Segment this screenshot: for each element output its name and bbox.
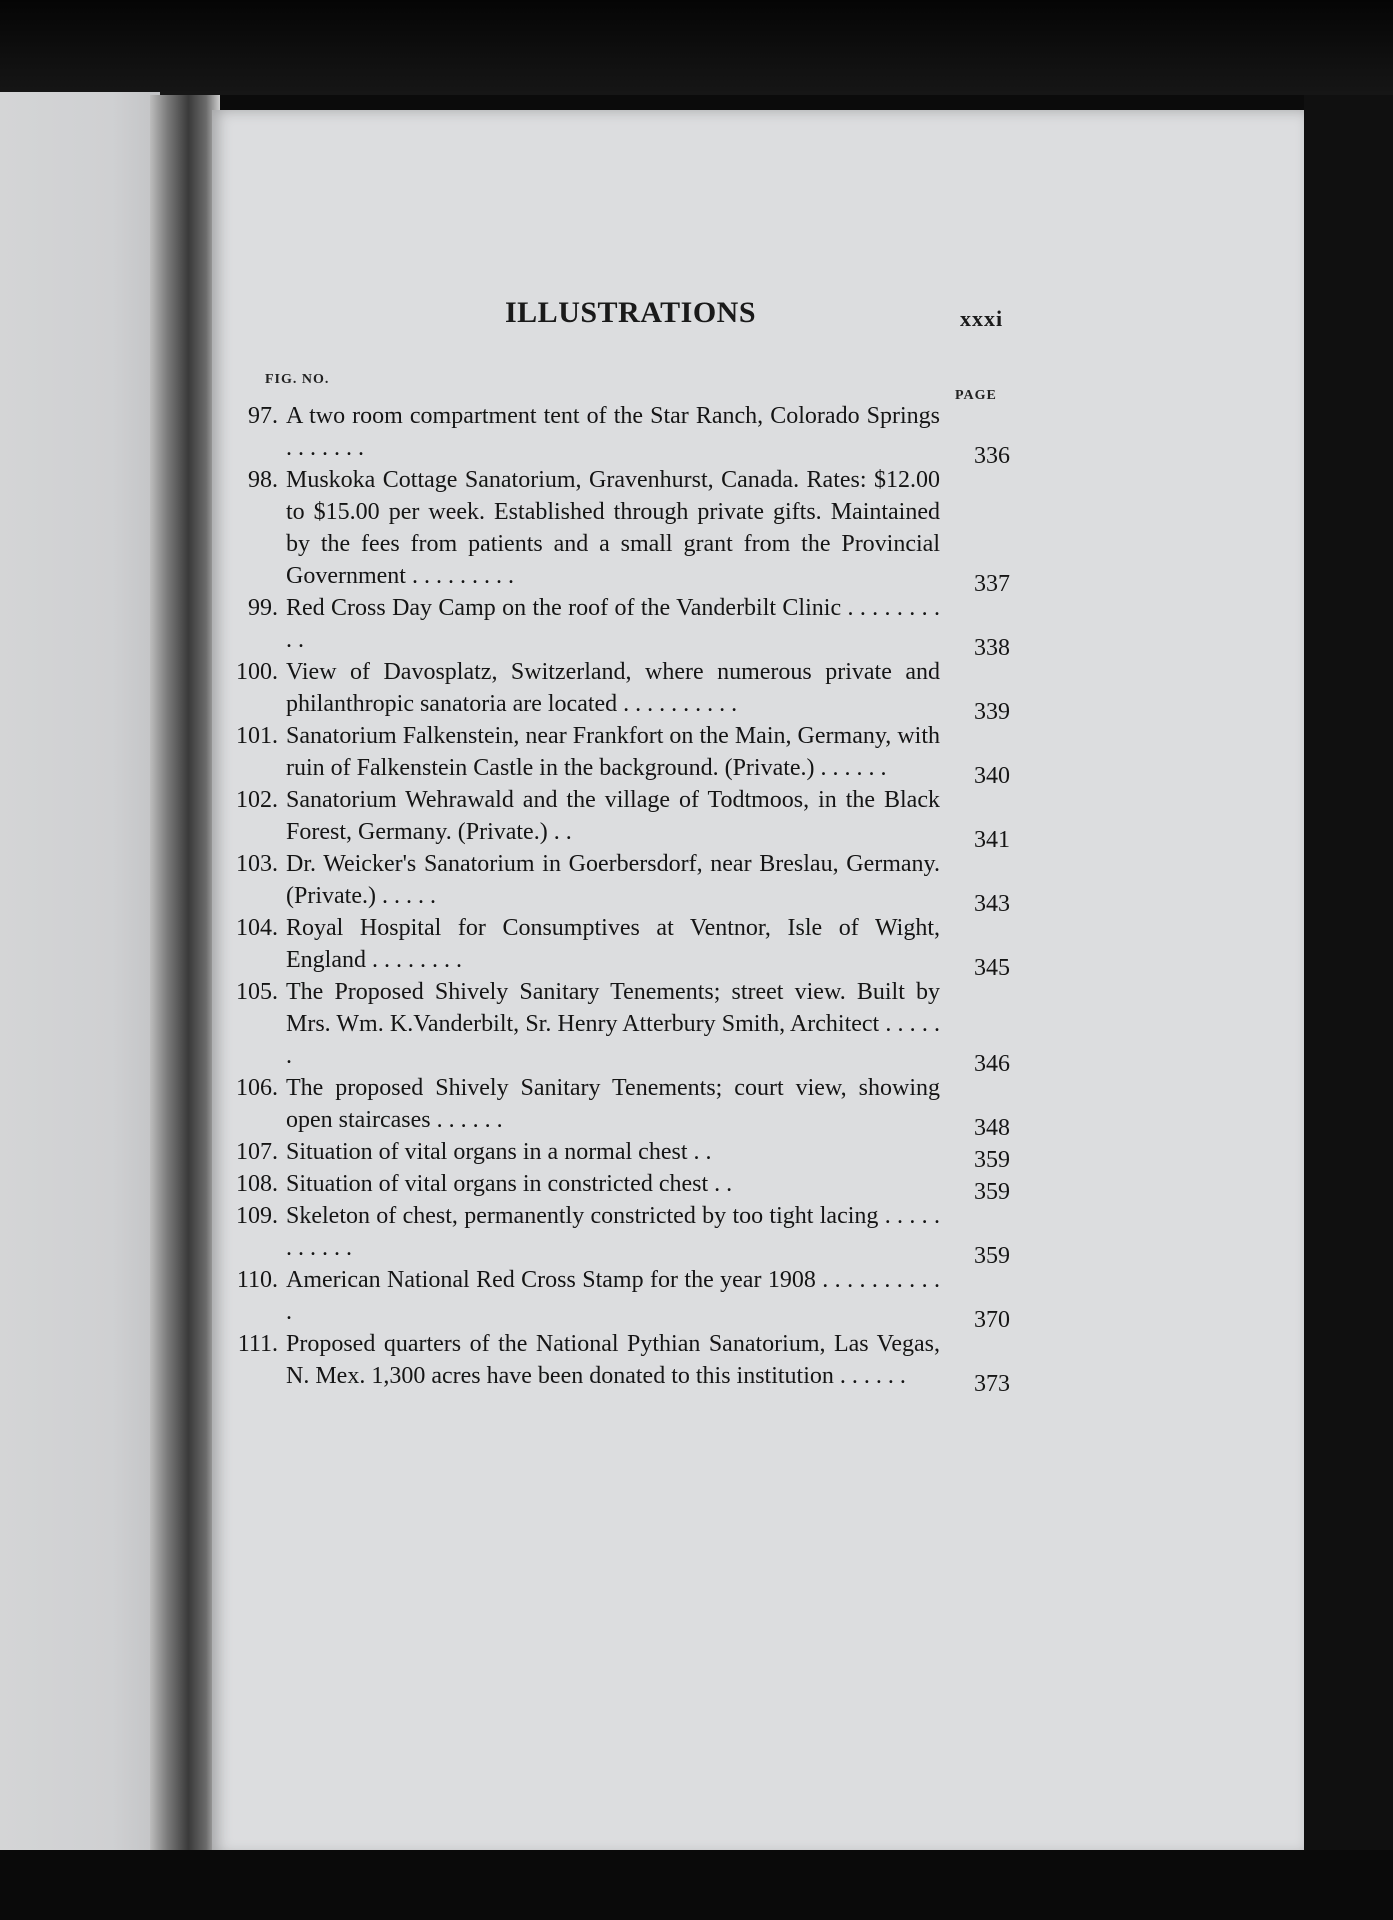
fig-number: 106.: [236, 1075, 278, 1101]
fig-caption: American National Red Cross Stamp for the year 1908 . . . . . . . . . . .: [286, 1267, 940, 1325]
page-ref: 373: [974, 1371, 1010, 1397]
list-item-99: [230, 592, 1010, 661]
fig-caption: Situation of vital organs in a normal chest . .: [286, 1139, 712, 1165]
list-item-98: [230, 464, 1010, 597]
fig-caption: Sanatorium Wehrawald and the village of Todtmoos, in the Black Forest, Germany. (Private.) . .: [286, 787, 940, 845]
fig-number: 104.: [236, 915, 278, 941]
page-ref: 348: [974, 1115, 1010, 1141]
page-ref: 359: [974, 1243, 1010, 1269]
page-ref: 345: [974, 955, 1010, 981]
page-ref: 336: [974, 443, 1010, 469]
fig-number: 102.: [236, 787, 278, 813]
fig-number: 108.: [236, 1171, 278, 1197]
fig-number: 100.: [236, 659, 278, 685]
column-header-fig-no: FIG. NO.: [265, 372, 330, 387]
fig-number: 98.: [248, 467, 278, 493]
fig-caption: Red Cross Day Camp on the roof of the Vanderbilt Clinic . . . . . . . . . .: [286, 595, 940, 653]
list-item-111: [230, 1328, 1010, 1397]
fig-number: 110.: [236, 1267, 278, 1293]
fig-caption: Skeleton of chest, permanently constricted by too tight lacing . . . . . . . . . . .: [286, 1203, 940, 1261]
fig-caption: The proposed Shively Sanitary Tenements; court view, showing open staircases . . . . . .: [286, 1075, 940, 1133]
page-ref: 359: [974, 1179, 1010, 1205]
page-number: xxxi: [960, 306, 1004, 331]
fig-caption: The Proposed Shively Sanitary Tenements; street view. Built by Mrs. Wm. K.Vanderbilt, Sr. Henry Atterbury Smith, Architect . . . . . .: [286, 979, 940, 1069]
fig-caption: Dr. Weicker's Sanatorium in Goerbersdorf, near Breslau, Germany. (Private.) . . . . .: [286, 851, 940, 909]
page-ref: 359: [974, 1147, 1010, 1173]
scan-border-bottom: [0, 1850, 1393, 1920]
list-item-101: [230, 720, 1010, 789]
page-ref: 341: [974, 827, 1010, 853]
list-item-105: [230, 976, 1010, 1077]
fig-number: 109.: [236, 1203, 278, 1229]
illustrations-list: [230, 400, 1010, 1397]
page-title: ILLUSTRATIONS: [505, 296, 757, 329]
fig-caption: Royal Hospital for Consumptives at Ventnor, Isle of Wight, England . . . . . . . .: [286, 915, 940, 973]
list-item-100: [230, 656, 1010, 725]
page-ref: 346: [974, 1051, 1010, 1077]
scan-border-right: [1304, 95, 1393, 1855]
list-item-106: [230, 1072, 1010, 1141]
list-item-107: [230, 1136, 1010, 1173]
fig-number: 111.: [237, 1331, 278, 1357]
book-gutter: [150, 95, 220, 1850]
list-item-104: [230, 912, 1010, 981]
page-ref: 338: [974, 635, 1010, 661]
fig-number: 107.: [236, 1139, 278, 1165]
fig-caption: Proposed quarters of the National Pythian Sanatorium, Las Vegas, N. Mex. 1,300 acres have been donated to this institution . . . . . .: [286, 1331, 940, 1389]
fig-caption: Sanatorium Falkenstein, near Frankfort on the Main, Germany, with ruin of Falkenstein Castle in the background. (Private.) . . . . . .: [286, 723, 940, 781]
list-item-103: [230, 848, 1010, 917]
page-ref: 340: [974, 763, 1010, 789]
page-ref: 337: [974, 571, 1010, 597]
fig-caption: View of Davosplatz, Switzerland, where numerous private and philanthropic sanatoria are located . . . . . . . . . .: [286, 659, 940, 717]
fig-number: 103.: [236, 851, 278, 877]
list-item-110: [230, 1264, 1010, 1333]
page-ref: 339: [974, 699, 1010, 725]
scan-border-top: [0, 0, 1393, 95]
list-item-108: [230, 1168, 1010, 1205]
fig-caption: Muskoka Cottage Sanatorium, Gravenhurst, Canada. Rates: $12.00 to $15.00 per week. Established through private gifts. Maintained by the fees from patients and a small grant from the Provincial Government . . . . . . . . .: [286, 467, 940, 589]
page-ref: 343: [974, 891, 1010, 917]
fig-caption: A two room compartment tent of the Star Ranch, Colorado Springs . . . . . . .: [286, 403, 940, 461]
page-ref: 370: [974, 1307, 1010, 1333]
facing-page-edge: [0, 92, 160, 1852]
list-item-102: [230, 784, 1010, 853]
list-item-109: [230, 1200, 1010, 1269]
fig-number: 101.: [236, 723, 278, 749]
list-item-97: [230, 400, 1010, 469]
fig-number: 97.: [248, 403, 278, 429]
fig-number: 105.: [236, 979, 278, 1005]
column-header-page: PAGE: [955, 388, 997, 403]
fig-number: 99.: [248, 595, 278, 621]
fig-caption: Situation of vital organs in constricted chest . .: [286, 1171, 733, 1197]
